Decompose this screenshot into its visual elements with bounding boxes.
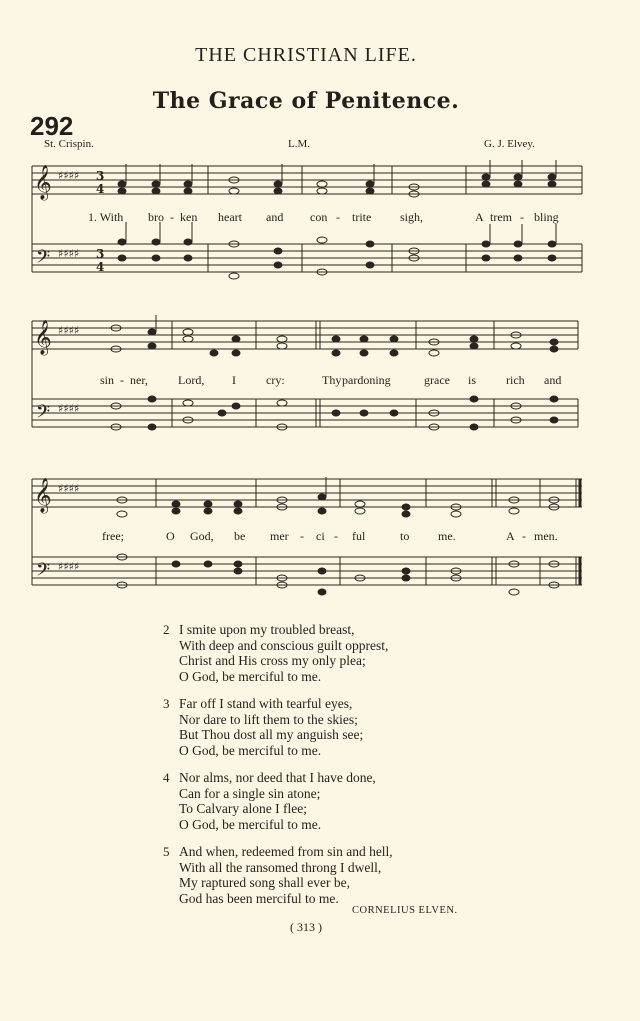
lyric-syllable: God, [190,529,214,543]
lyric-syllable: bling [534,210,559,224]
lyric-syllable: ful [352,529,366,543]
lyric-syllable: Lord, [178,373,205,387]
hymn-number: 292 [30,111,74,141]
svg-text:4: 4 [96,182,105,196]
lyric-syllable: is [468,373,477,387]
verse-number: 2 [163,622,170,637]
lyric-syllable: - [522,529,526,543]
verse-line: My raptured song shall ever be, [179,875,350,890]
svg-text:𝄢: 𝄢 [36,402,51,427]
svg-text:♯♯♯♯: ♯♯♯♯ [58,169,80,182]
section-title: THE CHRISTIAN LIFE. [195,44,417,66]
verse-number: 4 [163,770,170,785]
lyric-syllable: and [266,210,284,224]
lyric-syllable: bro [148,210,164,224]
svg-text:𝄞: 𝄞 [34,478,52,513]
hymn-title: The Grace of Penitence. [152,88,460,114]
verse-line: God has been merciful to me. [179,890,339,906]
svg-text:♯♯♯♯: ♯♯♯♯ [58,482,80,495]
lyric-syllable: heart [218,210,242,224]
lyric-syllable: me. [438,529,456,543]
lyric-syllable: ken [180,210,198,224]
verse-line: To Calvary alone I flee; [179,801,307,816]
lyric-syllable: sin [100,373,115,387]
lyric-syllable: ci [316,529,325,543]
lyric-syllable: Thy [322,373,342,387]
svg-text:𝄢: 𝄢 [36,560,51,585]
verse-line: With deep and conscious guilt opprest, [179,637,389,653]
verse-line: With all the ransomed throng I dwell, [179,859,382,875]
lyric-syllable: 1. With [88,210,124,224]
verse-5 [163,844,483,906]
svg-text:3: 3 [96,169,105,183]
music-staff-system-1 [30,160,586,300]
verse-line: But Thou dost all my anguish see; [179,727,364,742]
lyric-syllable: - [300,529,304,543]
svg-text:𝄞: 𝄞 [34,320,52,355]
lyric-syllable: cry: [266,373,285,387]
svg-text:♯♯♯♯: ♯♯♯♯ [58,402,80,415]
lyric-syllable: and [544,373,562,387]
verse-line: And when, redeemed from sin and hell, [179,844,393,859]
music-system-3 [30,473,586,613]
lyric-syllable: sigh, [400,210,424,224]
lyric-syllable: - [120,373,124,387]
verse-4 [163,770,483,832]
verse-number: 3 [163,696,170,711]
lyric-syllable: rich [506,373,525,387]
verse-line: O God, be merciful to me. [179,742,322,758]
lyric-syllable: - [520,210,524,224]
verse-line: Far off I stand with tearful eyes, [179,696,353,711]
svg-text:𝄞: 𝄞 [34,165,52,200]
lyric-syllable: grace [424,373,450,387]
svg-text:4: 4 [96,260,105,274]
svg-text:𝄢: 𝄢 [36,247,51,272]
verse-line: Nor dare to lift them to the skies; [179,711,358,727]
verse-3 [163,696,483,758]
svg-text:3: 3 [96,247,105,261]
verse-line: I smite upon my troubled breast, [179,622,355,637]
page-number: ( 313 ) [290,920,322,934]
composer: G. J. Elvey. [484,138,535,150]
lyric-syllable: con [310,210,328,224]
svg-text:♯♯♯♯: ♯♯♯♯ [58,247,80,260]
lyric-syllable: pardoning [342,373,391,387]
lyric-syllable: A [475,210,484,224]
verse-line: Christ and His cross my only plea; [179,653,366,668]
music-system-2 [30,315,586,455]
author-credit: CORNELIUS ELVEN. [352,905,458,916]
lyric-syllable: - [334,529,338,543]
lyric-syllable: I [232,373,236,387]
lyric-syllable: O [166,529,175,543]
svg-text:♯♯♯♯: ♯♯♯♯ [58,324,80,337]
verse-number: 5 [163,844,170,859]
tune-name: St. Crispin. [44,138,94,150]
lyric-syllable: - [170,210,174,224]
meter: L.M. [288,138,310,150]
lyric-syllable: trite [352,210,372,224]
lyric-syllable: mer [270,529,289,543]
lyric-syllable: be [234,529,246,543]
lyric-syllable: A [506,529,515,543]
svg-text:♯♯♯♯: ♯♯♯♯ [58,560,80,573]
verse-2 [163,622,483,684]
lyric-syllable: free; [102,529,124,543]
verse-line: O God, be merciful to me. [179,816,322,832]
lyric-syllable: trem [490,210,512,224]
verse-line: O God, be merciful to me. [179,668,322,684]
verses [163,622,483,918]
lyric-syllable: ner, [130,373,148,387]
lyric-syllable: men. [534,529,558,543]
lyric-syllable: - [336,210,340,224]
verse-line: Nor alms, nor deed that I have done, [179,770,376,785]
music-system-1 [30,160,586,300]
verse-line: Can for a single sin atone; [179,785,321,801]
lyric-syllable: to [400,529,410,543]
